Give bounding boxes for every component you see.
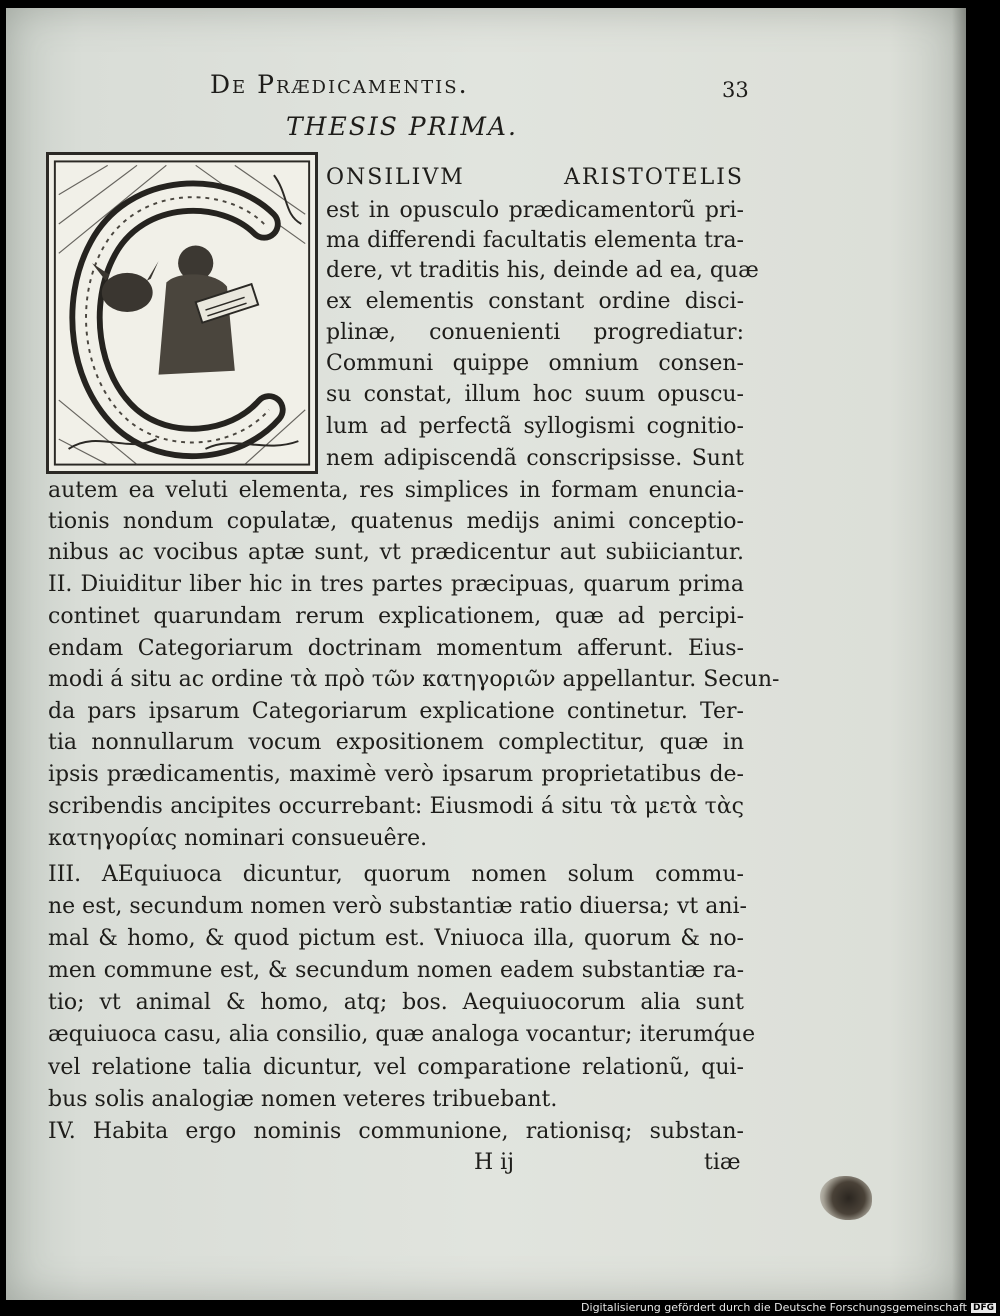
text-line: endam Categoriarum doctrinam momentum afferunt. Eius- bbox=[48, 636, 744, 661]
text-line: III. AEquiuoca dicuntur, quorum nomen solum commu- bbox=[48, 862, 744, 887]
text-line: nibus ac vocibus aptæ sunt, vt prædicentur aut subiiciantur. bbox=[48, 540, 744, 565]
catchword: tiæ bbox=[704, 1150, 741, 1175]
text-line: ONSILIVM ARISTOTELIS bbox=[326, 165, 744, 190]
text-line: da pars ipsarum Categoriarum explicatione continetur. Ter- bbox=[48, 699, 744, 724]
text-line: plinæ, conuenienti progrediatur: bbox=[326, 320, 744, 345]
text-line: autem ea veluti elementa, res simplices in formam enuncia- bbox=[48, 478, 744, 503]
text-line: II. Diuiditur liber hic in tres partes præcipuas, quarum prima bbox=[48, 572, 744, 597]
text-line: κατηγορίας nominari consueuêre. bbox=[48, 826, 428, 851]
text-line: mal & homo, & quod pictum est. Vniuoca illa, quorum & no- bbox=[48, 926, 744, 951]
page-number: 33 bbox=[722, 78, 749, 102]
text-line: vel relatione talia dicuntur, vel comparatione relationũ, qui- bbox=[48, 1055, 744, 1080]
text-line: Communi quippe omnium consen- bbox=[326, 351, 744, 376]
dfg-logo: DFG bbox=[972, 1302, 994, 1313]
text-line: æquiuoca casu, alia consilio, quæ analoga vocantur; iterumq́ue bbox=[48, 1022, 756, 1047]
text-line: dere, vt traditis his, deinde ad ea, quæ bbox=[326, 258, 759, 283]
text-line: bus solis analogiæ nomen veteres tribuebant. bbox=[48, 1087, 558, 1112]
page-gutter-shadow bbox=[952, 8, 966, 1300]
text-line: tio; vt animal & homo, atq; bos. Aequiuocorum alia sunt bbox=[48, 990, 744, 1015]
text-line: scribendis ancipites occurrebant: Eiusmodi á situ τὰ μετὰ τὰς bbox=[48, 794, 744, 819]
text-line: ne est, secundum nomen verò substantiæ ratio diuersa; vt ani- bbox=[48, 894, 747, 919]
digitization-credit bbox=[581, 1301, 996, 1314]
credit-text: Digitalisierung gefördert durch die Deutsche Forschungsgemeinschaft bbox=[581, 1301, 967, 1314]
running-title: De Prædicamentis. bbox=[210, 70, 469, 99]
text-line: tia nonnullarum vocum expositionem complectitur, quæ in bbox=[48, 730, 744, 755]
woodcut-initial-c-icon bbox=[46, 152, 318, 474]
text-line: nem adipiscendã conscripsisse. Sunt bbox=[326, 446, 744, 471]
text-line: su constat, illum hoc suum opuscu- bbox=[326, 382, 744, 407]
text-line: IV. Habita ergo nominis communione, rationisq; substan- bbox=[48, 1119, 744, 1144]
ink-stain bbox=[820, 1176, 872, 1220]
text-line: continet quarundam rerum explicationem, quæ ad percipi- bbox=[48, 604, 744, 629]
text-line: ipsis prædicamentis, maximè verò ipsarum proprietatibus de- bbox=[48, 762, 744, 787]
text-line: ma differendi facultatis elementa tra- bbox=[326, 228, 744, 253]
text-line: est in opusculo prædicamentorũ pri- bbox=[326, 198, 744, 223]
text-line: ex elementis constant ordine disci- bbox=[326, 289, 744, 314]
thesis-title: THESIS PRIMA. bbox=[286, 112, 518, 141]
text-line: lum ad perfectã syllogismi cognitio- bbox=[326, 414, 744, 439]
text-line: modi á situ ac ordine τὰ πρὸ τῶν κατηγοριῶν appellantur. Secun- bbox=[48, 667, 780, 692]
text-line: men commune est, & secundum nomen eadem substantiæ ra- bbox=[48, 958, 744, 983]
text-line: tionis nondum copulatæ, quatenus medijs animi conceptio- bbox=[48, 509, 744, 534]
signature-mark: H ij bbox=[474, 1150, 515, 1175]
